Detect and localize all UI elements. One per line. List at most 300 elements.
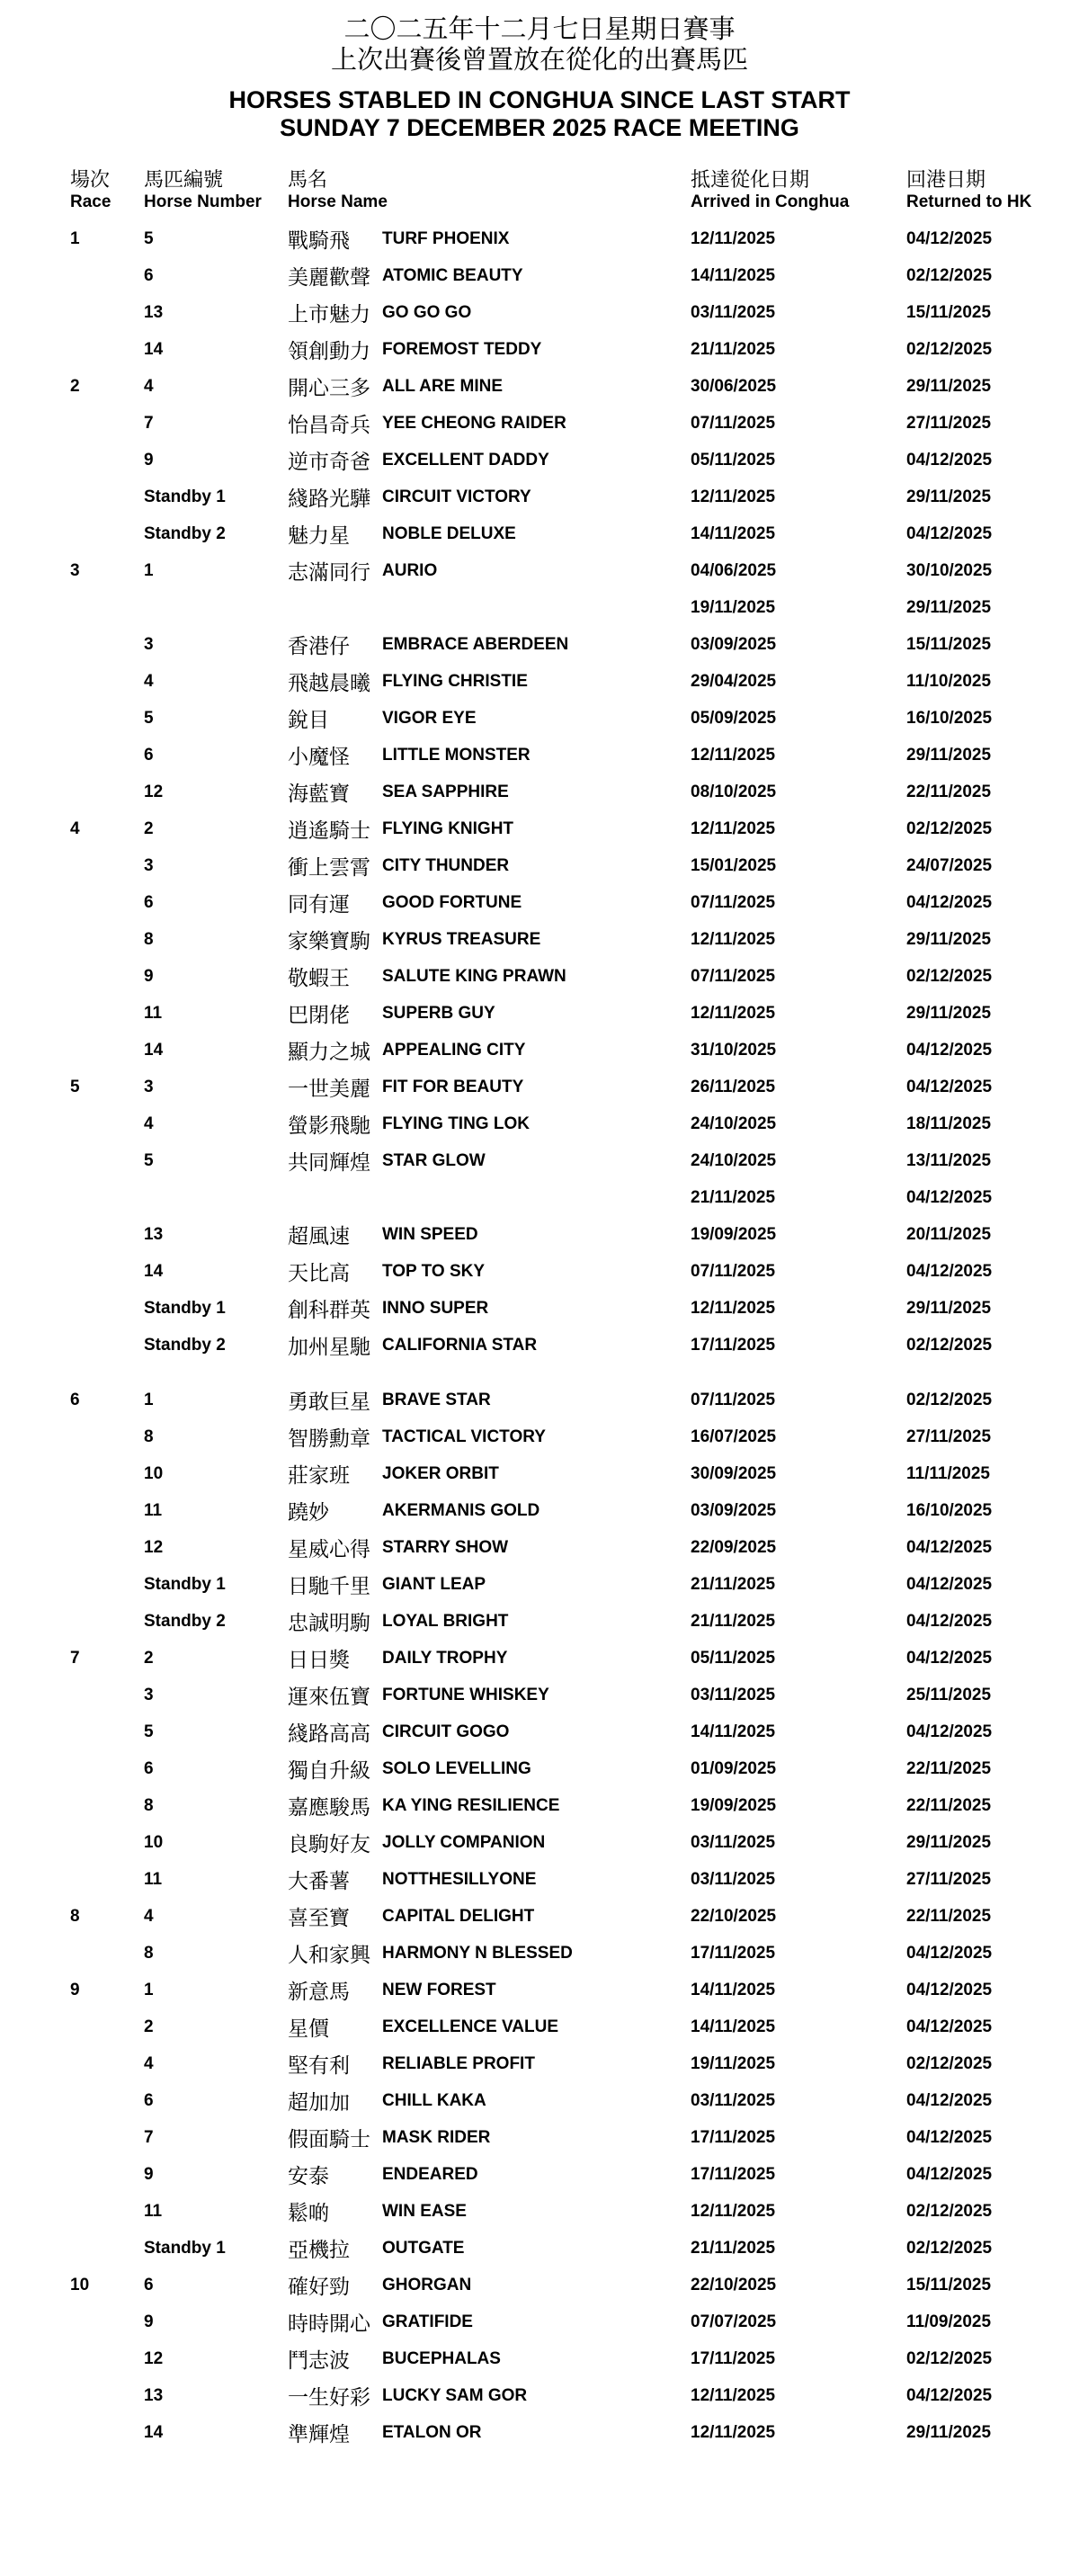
horse-name-en-cell: EMBRACE ABERDEEN — [382, 634, 569, 654]
horse-name-en-cell: DAILY TROPHY — [382, 1648, 508, 1668]
horse-number-cell: 6 — [144, 892, 154, 912]
horse-name-zh-cell: 加州星馳 — [288, 1335, 370, 1358]
horse-number-cell: 4 — [144, 671, 154, 691]
arrived-date-cell: 03/11/2025 — [691, 1869, 776, 1889]
horse-number-cell: 6 — [144, 745, 154, 765]
returned-date-cell: 04/12/2025 — [906, 1722, 993, 1741]
returned-date-cell: 15/11/2025 — [906, 302, 992, 322]
arrived-date-cell: 12/11/2025 — [691, 1298, 776, 1318]
returned-date-cell: 16/10/2025 — [906, 708, 993, 728]
table-row — [0, 2045, 1079, 2082]
returned-date-cell: 04/12/2025 — [906, 1980, 993, 1999]
table-row — [0, 1032, 1079, 1069]
column-header-horse-number-en: Horse Number — [144, 192, 262, 211]
horse-number-cell: 5 — [144, 1150, 154, 1170]
table-row — [0, 479, 1079, 515]
horse-name-zh-cell: 逆市奇爸 — [288, 450, 370, 473]
horse-number-cell: 6 — [144, 265, 154, 285]
horse-name-zh-cell: 衝上雲霄 — [288, 855, 370, 879]
horse-number-cell: Standby 2 — [144, 523, 226, 543]
arrived-date-cell: 14/11/2025 — [691, 1980, 776, 1999]
table-row — [0, 1861, 1079, 1898]
arrived-date-cell: 21/11/2025 — [691, 1574, 776, 1594]
column-header-returned-zh: 回港日期 — [906, 168, 986, 191]
table-row — [0, 1418, 1079, 1455]
arrived-date-cell: 07/11/2025 — [691, 966, 776, 986]
horse-number-cell: 8 — [144, 1427, 154, 1446]
horse-number-cell: 4 — [144, 376, 154, 396]
horse-name-en-cell: MASK RIDER — [382, 2127, 491, 2147]
horse-name-zh-cell: 領創動力 — [288, 339, 370, 362]
horse-name-en-cell: GO GO GO — [382, 302, 472, 322]
horse-name-en-cell: TOP TO SKY — [382, 1261, 486, 1281]
report-header — [0, 14, 1079, 142]
arrived-date-cell: 07/07/2025 — [691, 2312, 777, 2331]
arrived-date-cell: 17/11/2025 — [691, 2127, 776, 2147]
returned-date-cell: 27/11/2025 — [906, 1427, 992, 1446]
table-row — [0, 589, 1079, 626]
arrived-date-cell: 12/11/2025 — [691, 745, 776, 765]
returned-date-cell: 04/12/2025 — [906, 1574, 993, 1594]
column-header-race — [70, 167, 144, 213]
arrived-date-cell: 22/09/2025 — [691, 1537, 777, 1557]
table-row — [0, 958, 1079, 995]
returned-date-cell: 24/07/2025 — [906, 855, 993, 875]
arrived-date-cell: 22/10/2025 — [691, 2275, 777, 2294]
returned-date-cell: 04/12/2025 — [906, 2090, 993, 2110]
arrived-date-cell: 19/11/2025 — [691, 597, 776, 617]
column-header-returned-en: Returned to HK — [906, 192, 1032, 211]
horse-number-cell: 12 — [144, 1537, 164, 1557]
horse-name-zh-cell: 獨自升級 — [288, 1758, 370, 1782]
horse-name-zh-cell: 敬蝦王 — [288, 966, 350, 989]
returned-date-cell: 02/12/2025 — [906, 1390, 993, 1409]
race-number-cell: 8 — [70, 1906, 80, 1926]
horse-name-zh-cell: 喜至寶 — [288, 1906, 350, 1929]
horse-number-cell: 6 — [144, 2090, 154, 2110]
horse-name-zh-cell: 鬆啲 — [288, 2201, 329, 2224]
arrived-date-cell: 24/10/2025 — [691, 1150, 777, 1170]
horse-name-zh-cell: 假面騎士 — [288, 2127, 370, 2151]
page-title-en — [0, 86, 1079, 142]
horse-name-zh-cell: 同有運 — [288, 892, 350, 916]
horse-name-zh-cell: 飛越晨曦 — [288, 671, 370, 694]
horse-name-en-cell: FLYING CHRISTIE — [382, 671, 528, 691]
horse-name-zh-cell: 志滿同行 — [288, 560, 370, 584]
table-row — [0, 700, 1079, 737]
arrived-date-cell: 05/09/2025 — [691, 708, 777, 728]
horse-name-zh-cell: 超風速 — [288, 1224, 350, 1248]
table-row — [0, 1898, 1079, 1935]
horse-name-zh-cell: 螢影飛馳 — [288, 1114, 370, 1137]
horse-name-en-cell: STARRY SHOW — [382, 1537, 509, 1557]
table-row — [0, 1787, 1079, 1824]
horse-name-en-cell: YEE CHEONG RAIDER — [382, 413, 566, 433]
returned-date-cell: 25/11/2025 — [906, 1685, 992, 1704]
horse-name-zh-cell: 創科群英 — [288, 1298, 370, 1321]
horse-name-zh-cell: 綫路高高 — [288, 1722, 370, 1745]
horses-table — [0, 167, 1079, 2451]
horse-number-cell: 7 — [144, 2127, 154, 2147]
horse-name-zh-cell: 銳目 — [288, 708, 329, 731]
horse-name-en-cell: CIRCUIT GOGO — [382, 1722, 510, 1741]
horse-name-zh-cell: 莊家班 — [288, 1463, 350, 1487]
horse-name-en-cell: SALUTE KING PRAWN — [382, 966, 566, 986]
horse-name-zh-cell: 家樂寶駒 — [288, 929, 370, 953]
arrived-date-cell: 17/11/2025 — [691, 1943, 776, 1963]
table-row — [0, 1824, 1079, 1861]
horse-name-zh-cell: 上市魅力 — [288, 302, 370, 326]
horse-name-en-cell: RELIABLE PROFIT — [382, 2053, 535, 2073]
horse-name-zh-cell: 逍遙騎士 — [288, 818, 370, 842]
table-row — [0, 1566, 1079, 1603]
horse-name-zh-cell: 綫路光驊 — [288, 487, 370, 510]
horse-name-zh-cell: 海藍寶 — [288, 782, 350, 805]
horse-name-en-cell: VIGOR EYE — [382, 708, 477, 728]
horse-name-zh-cell: 大番薯 — [288, 1869, 350, 1892]
table-row — [0, 1382, 1079, 1418]
returned-date-cell: 02/12/2025 — [906, 2348, 993, 2368]
horse-name-zh-cell: 戰騎飛 — [288, 228, 350, 252]
returned-date-cell: 04/12/2025 — [906, 228, 993, 248]
arrived-date-cell: 17/11/2025 — [691, 2164, 776, 2184]
returned-date-cell: 30/10/2025 — [906, 560, 993, 580]
horse-number-cell: 2 — [144, 818, 154, 838]
table-row — [0, 921, 1079, 958]
race-number-cell: 10 — [70, 2275, 90, 2294]
returned-date-cell: 22/11/2025 — [906, 1906, 992, 1926]
table-row — [0, 1677, 1079, 1713]
table-row — [0, 737, 1079, 774]
horse-name-zh-cell: 日馳千里 — [288, 1574, 370, 1597]
horse-name-en-cell: FORTUNE WHISKEY — [382, 1685, 549, 1704]
arrived-date-cell: 21/11/2025 — [691, 339, 776, 359]
table-row — [0, 368, 1079, 405]
arrived-date-cell: 03/11/2025 — [691, 1832, 776, 1852]
table-row — [0, 884, 1079, 921]
page-title-en-line2: SUNDAY 7 DECEMBER 2025 RACE MEETING — [280, 114, 799, 141]
table-row — [0, 405, 1079, 442]
horse-number-cell: 13 — [144, 1224, 164, 1244]
arrived-date-cell: 12/11/2025 — [691, 487, 776, 506]
table-row — [0, 2414, 1079, 2451]
table-row — [0, 1603, 1079, 1640]
returned-date-cell: 04/12/2025 — [906, 1611, 993, 1631]
horse-number-cell: 5 — [144, 228, 154, 248]
horse-name-en-cell: GRATIFIDE — [382, 2312, 473, 2331]
returned-date-cell: 27/11/2025 — [906, 413, 992, 433]
horse-number-cell: 9 — [144, 966, 154, 986]
returned-date-cell: 04/12/2025 — [906, 1943, 993, 1963]
horse-name-en-cell: LOYAL BRIGHT — [382, 1611, 509, 1631]
table-row — [0, 847, 1079, 884]
horse-name-en-cell: WIN SPEED — [382, 1224, 478, 1244]
arrived-date-cell: 21/11/2025 — [691, 1611, 776, 1631]
horse-name-en-cell: ATOMIC BEAUTY — [382, 265, 523, 285]
arrived-date-cell: 19/11/2025 — [691, 2053, 776, 2073]
arrived-date-cell: 03/09/2025 — [691, 1500, 777, 1520]
horse-number-cell: 9 — [144, 2164, 154, 2184]
horse-name-en-cell: SOLO LEVELLING — [382, 1758, 531, 1778]
table-row — [0, 515, 1079, 552]
arrived-date-cell: 16/07/2025 — [691, 1427, 777, 1446]
table-row — [0, 220, 1079, 257]
horse-name-en-cell: HARMONY N BLESSED — [382, 1943, 573, 1963]
horse-name-en-cell: TURF PHOENIX — [382, 228, 510, 248]
table-row — [0, 2267, 1079, 2303]
arrived-date-cell: 14/11/2025 — [691, 523, 776, 543]
horse-name-zh-cell: 開心三多 — [288, 376, 370, 399]
horse-name-en-cell: AKERMANIS GOLD — [382, 1500, 540, 1520]
arrived-date-cell: 12/11/2025 — [691, 2422, 776, 2442]
horse-name-zh-cell: 一生好彩 — [288, 2385, 370, 2409]
horse-number-cell: 9 — [144, 450, 154, 470]
returned-date-cell: 13/11/2025 — [906, 1150, 992, 1170]
horse-number-cell: 4 — [144, 1114, 154, 1133]
returned-date-cell: 04/12/2025 — [906, 2164, 993, 2184]
returned-date-cell: 04/12/2025 — [906, 1040, 993, 1060]
returned-date-cell: 11/11/2025 — [906, 1463, 990, 1483]
race-number-cell: 4 — [70, 818, 80, 838]
arrived-date-cell: 17/11/2025 — [691, 1335, 776, 1355]
table-row — [0, 1290, 1079, 1327]
returned-date-cell: 29/11/2025 — [906, 745, 992, 765]
column-header-horse-number-zh: 馬匹編號 — [144, 168, 224, 191]
horse-name-en-cell: ENDEARED — [382, 2164, 478, 2184]
arrived-date-cell: 12/11/2025 — [691, 2385, 776, 2405]
table-row — [0, 552, 1079, 589]
horse-name-zh-cell: 日日獎 — [288, 1648, 350, 1671]
table-row — [0, 2377, 1079, 2414]
horse-number-cell: 1 — [144, 560, 154, 580]
horse-name-en-cell: CAPITAL DELIGHT — [382, 1906, 535, 1926]
horse-name-en-cell: WIN EASE — [382, 2201, 467, 2221]
horse-number-cell: Standby 1 — [144, 487, 226, 506]
returned-date-cell: 11/10/2025 — [906, 671, 992, 691]
horse-number-cell: Standby 1 — [144, 1298, 226, 1318]
horse-number-cell: 13 — [144, 302, 164, 322]
table-row — [0, 1179, 1079, 1216]
returned-date-cell: 29/11/2025 — [906, 487, 992, 506]
horse-name-zh-cell: 準輝煌 — [288, 2422, 350, 2446]
table-row — [0, 810, 1079, 847]
returned-date-cell: 02/12/2025 — [906, 966, 993, 986]
returned-date-cell: 18/11/2025 — [906, 1114, 992, 1133]
horse-number-cell: 8 — [144, 1795, 154, 1815]
column-header-horse-number — [144, 167, 288, 213]
horse-name-zh-cell: 確好勁 — [288, 2275, 350, 2298]
table-row — [0, 2119, 1079, 2156]
horse-name-en-cell: JOKER ORBIT — [382, 1463, 499, 1483]
horse-name-zh-cell: 星價 — [288, 2017, 329, 2040]
horse-name-en-cell: GIANT LEAP — [382, 1574, 486, 1594]
horse-number-cell: 14 — [144, 1261, 164, 1281]
column-header-horse-name — [288, 167, 691, 213]
horse-name-en-cell: CITY THUNDER — [382, 855, 510, 875]
horse-number-cell: 1 — [144, 1390, 154, 1409]
horse-number-cell: 8 — [144, 929, 154, 949]
returned-date-cell: 04/12/2025 — [906, 1077, 993, 1096]
horse-number-cell: 5 — [144, 1722, 154, 1741]
returned-date-cell: 27/11/2025 — [906, 1869, 992, 1889]
arrived-date-cell: 26/11/2025 — [691, 1077, 776, 1096]
column-header-horse-name-zh: 馬名 — [288, 168, 328, 191]
race-number-cell: 1 — [70, 228, 80, 248]
returned-date-cell: 02/12/2025 — [906, 265, 993, 285]
arrived-date-cell: 29/04/2025 — [691, 671, 777, 691]
arrived-date-cell: 12/11/2025 — [691, 1003, 776, 1023]
arrived-date-cell: 31/10/2025 — [691, 1040, 777, 1060]
horse-number-cell: 5 — [144, 708, 154, 728]
returned-date-cell: 04/12/2025 — [906, 523, 993, 543]
returned-date-cell: 29/11/2025 — [906, 1298, 992, 1318]
returned-date-cell: 29/11/2025 — [906, 1832, 992, 1852]
horse-number-cell: 7 — [144, 413, 154, 433]
horse-number-cell: 11 — [144, 1500, 163, 1520]
column-header-race-en: Race — [70, 192, 111, 211]
returned-date-cell: 20/11/2025 — [906, 1224, 992, 1244]
arrived-date-cell: 05/11/2025 — [691, 1648, 776, 1668]
horse-name-zh-cell: 蹺妙 — [288, 1500, 329, 1524]
horse-name-zh-cell: 鬥志波 — [288, 2348, 350, 2372]
column-header-horse-name-en: Horse Name — [288, 192, 388, 211]
arrived-date-cell: 24/10/2025 — [691, 1114, 777, 1133]
horse-number-cell: Standby 2 — [144, 1335, 226, 1355]
arrived-date-cell: 22/10/2025 — [691, 1906, 777, 1926]
horse-name-en-cell: FLYING TING LOK — [382, 1114, 530, 1133]
horse-number-cell: 3 — [144, 634, 154, 654]
table-row — [0, 2230, 1079, 2267]
arrived-date-cell: 05/11/2025 — [691, 450, 776, 470]
table-row — [0, 626, 1079, 663]
horse-name-en-cell: INNO SUPER — [382, 1298, 489, 1318]
arrived-date-cell: 12/11/2025 — [691, 818, 776, 838]
horse-name-zh-cell: 亞機拉 — [288, 2238, 350, 2261]
horse-name-zh-cell: 勇敢巨星 — [288, 1390, 370, 1413]
arrived-date-cell: 17/11/2025 — [691, 2348, 776, 2368]
race-number-cell: 7 — [70, 1648, 80, 1668]
horse-number-cell: 14 — [144, 2422, 164, 2442]
table-row — [0, 663, 1079, 700]
horse-number-cell: 3 — [144, 1077, 154, 1096]
returned-date-cell: 15/11/2025 — [906, 2275, 992, 2294]
horse-number-cell: 2 — [144, 2017, 154, 2036]
horse-number-cell: 2 — [144, 1648, 154, 1668]
returned-date-cell: 04/12/2025 — [906, 2127, 993, 2147]
horse-number-cell: 13 — [144, 2385, 164, 2405]
horse-number-cell: 10 — [144, 1832, 164, 1852]
table-header-row — [0, 167, 1079, 213]
arrived-date-cell: 03/11/2025 — [691, 2090, 776, 2110]
page-title-zh-line1: 二〇二五年十二月七日星期日賽事 — [343, 15, 736, 44]
table-row — [0, 1750, 1079, 1787]
table-row — [0, 2082, 1079, 2119]
returned-date-cell: 15/11/2025 — [906, 634, 992, 654]
table-row — [0, 1972, 1079, 2008]
horse-name-en-cell: LUCKY SAM GOR — [382, 2385, 528, 2405]
table-row — [0, 1455, 1079, 1492]
arrived-date-cell: 07/11/2025 — [691, 892, 776, 912]
arrived-date-cell: 14/11/2025 — [691, 1722, 776, 1741]
horse-name-zh-cell: 天比高 — [288, 1261, 350, 1284]
horse-number-cell: 12 — [144, 2348, 164, 2368]
arrived-date-cell: 07/11/2025 — [691, 1261, 776, 1281]
arrived-date-cell: 15/01/2025 — [691, 855, 777, 875]
table-row — [0, 1253, 1079, 1290]
horse-name-en-cell: KYRUS TREASURE — [382, 929, 541, 949]
table-row — [0, 331, 1079, 368]
horse-number-cell: 11 — [144, 2201, 163, 2221]
arrived-date-cell: 03/09/2025 — [691, 634, 777, 654]
horse-name-zh-cell: 新意馬 — [288, 1980, 350, 2003]
returned-date-cell: 04/12/2025 — [906, 2017, 993, 2036]
horse-number-cell: Standby 1 — [144, 1574, 226, 1594]
arrived-date-cell: 14/11/2025 — [691, 265, 776, 285]
horse-number-cell: 14 — [144, 1040, 164, 1060]
horse-name-en-cell: FLYING KNIGHT — [382, 818, 514, 838]
horse-name-en-cell: CHILL KAKA — [382, 2090, 486, 2110]
horse-number-cell: 8 — [144, 1943, 154, 1963]
horse-number-cell: 12 — [144, 782, 164, 801]
table-row — [0, 2008, 1079, 2045]
arrived-date-cell: 14/11/2025 — [691, 2017, 776, 2036]
horse-name-en-cell: EXCELLENCE VALUE — [382, 2017, 559, 2036]
column-header-arrived — [691, 167, 906, 213]
returned-date-cell: 22/11/2025 — [906, 782, 992, 801]
horse-number-cell: 4 — [144, 2053, 154, 2073]
horse-name-en-cell: ETALON OR — [382, 2422, 482, 2442]
horse-number-cell: Standby 1 — [144, 2238, 226, 2258]
table-row — [0, 1216, 1079, 1253]
horse-name-zh-cell: 智勝勳章 — [288, 1427, 370, 1450]
horse-name-en-cell: ALL ARE MINE — [382, 376, 504, 396]
table-row — [0, 1492, 1079, 1529]
returned-date-cell: 04/12/2025 — [906, 1648, 993, 1668]
horse-name-zh-cell: 超加加 — [288, 2090, 350, 2114]
horse-name-zh-cell: 時時開心 — [288, 2312, 370, 2335]
table-row — [0, 442, 1079, 479]
horse-name-zh-cell: 香港仔 — [288, 634, 350, 657]
horse-number-cell: 14 — [144, 339, 164, 359]
race-number-cell: 5 — [70, 1077, 80, 1096]
horse-name-zh-cell: 巴閉佬 — [288, 1003, 350, 1026]
horse-name-en-cell: FIT FOR BEAUTY — [382, 1077, 524, 1096]
table-row — [0, 1713, 1079, 1750]
horse-number-cell: 11 — [144, 1869, 163, 1889]
returned-date-cell: 02/12/2025 — [906, 818, 993, 838]
returned-date-cell: 11/09/2025 — [906, 2312, 992, 2331]
horse-name-en-cell: SUPERB GUY — [382, 1003, 495, 1023]
arrived-date-cell: 21/11/2025 — [691, 2238, 776, 2258]
returned-date-cell: 29/11/2025 — [906, 376, 992, 396]
returned-date-cell: 16/10/2025 — [906, 1500, 993, 1520]
horse-name-en-cell: BRAVE STAR — [382, 1390, 491, 1409]
returned-date-cell: 04/12/2025 — [906, 2385, 993, 2405]
horse-name-zh-cell: 安泰 — [288, 2164, 329, 2187]
table-row — [0, 1105, 1079, 1142]
horse-name-en-cell: STAR GLOW — [382, 1150, 486, 1170]
returned-date-cell: 02/12/2025 — [906, 2201, 993, 2221]
horse-name-zh-cell: 怡昌奇兵 — [288, 413, 370, 436]
table-row — [0, 2303, 1079, 2340]
arrived-date-cell: 12/11/2025 — [691, 2201, 776, 2221]
table-row — [0, 1327, 1079, 1364]
returned-date-cell: 04/12/2025 — [906, 892, 993, 912]
arrived-date-cell: 04/06/2025 — [691, 560, 777, 580]
horse-name-en-cell: NOTTHESILLYONE — [382, 1869, 537, 1889]
horse-number-cell: 4 — [144, 1906, 154, 1926]
arrived-date-cell: 07/11/2025 — [691, 413, 776, 433]
